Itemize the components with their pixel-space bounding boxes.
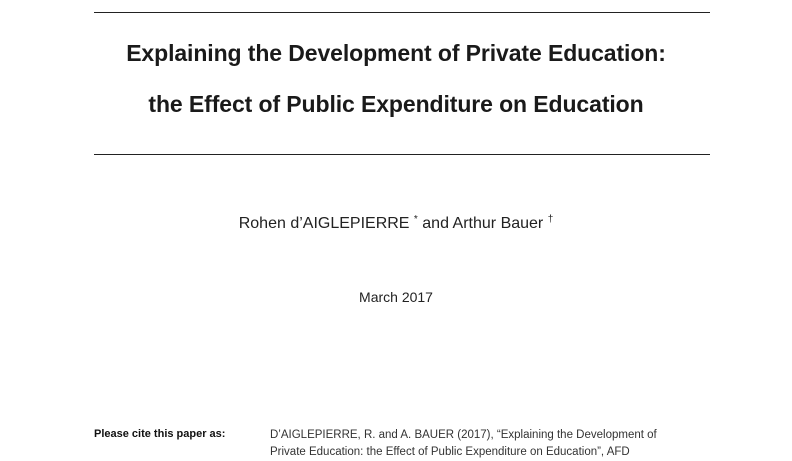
author-conjunction: and [422,215,449,232]
author-1-name: Rohen d’AIGLEPIERRE [238,215,410,232]
top-rule [94,12,710,13]
citation-text [270,427,710,461]
citation-label: Please cite this paper as: [94,428,226,440]
author-2-footnote-mark[interactable]: † [547,214,554,225]
author-2-name: Arthur Bauer [452,215,544,232]
publication-date: March 2017 [359,289,433,305]
author-line [0,215,792,233]
author-1-footnote-mark[interactable]: * [413,214,418,225]
citation-line-1: D’AIGLEPIERRE, R. and A. BAUER (2017), “Explaining the Development of [270,429,657,441]
paper-title-line-1: Explaining the Development of Private Education: [126,40,666,66]
citation-line-2: Private Education: the Effect of Public Expenditure on Education”, AFD [270,446,630,458]
paper-title-line-2: the Effect of Public Expenditure on Education [148,91,644,117]
bottom-rule [94,154,710,155]
